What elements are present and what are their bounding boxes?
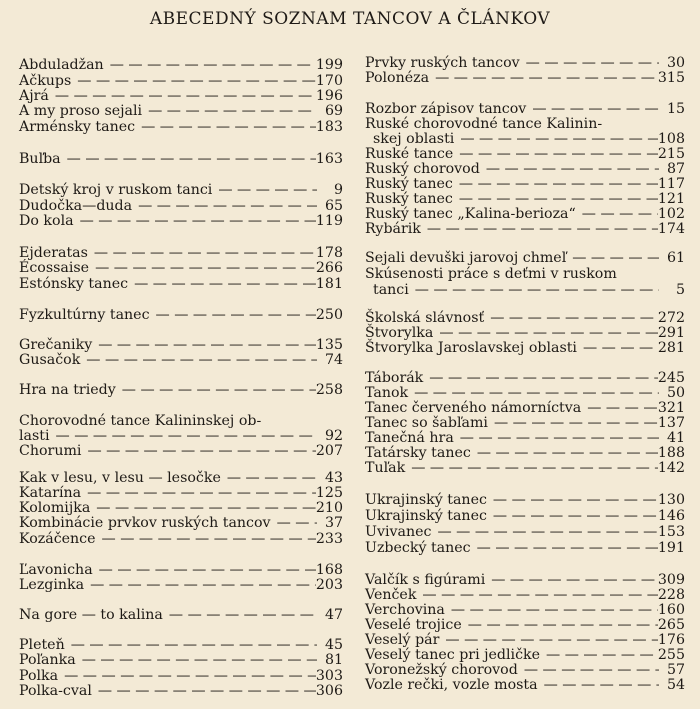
index-entry	[19, 443, 343, 459]
index-entry	[365, 492, 685, 508]
index-entry	[19, 151, 343, 167]
entry-page-number: 281	[657, 340, 685, 356]
entry-page-number: 188	[657, 445, 685, 461]
entry-name: Polka	[19, 668, 59, 684]
index-entry	[365, 572, 685, 588]
entry-page-number: 207	[315, 443, 343, 459]
index-entry	[19, 470, 343, 486]
dash-leader	[84, 577, 316, 593]
dash-leader	[581, 400, 658, 416]
entry-name: Ejderatas	[19, 245, 88, 261]
index-entry	[19, 577, 343, 593]
dash-leader	[445, 602, 658, 618]
index-entry	[19, 668, 343, 684]
entry-name: Do kola	[19, 213, 74, 229]
index-entry	[19, 562, 343, 578]
dash-leader	[116, 382, 316, 398]
dash-leader	[90, 500, 316, 516]
entry-name: Táborák	[365, 370, 424, 386]
entry-name: Vozle rečki, vozle mosta	[365, 677, 538, 693]
index-entry	[365, 445, 685, 461]
entry-name: Veselý tanec pri jedličke	[365, 647, 541, 663]
index-entry	[19, 88, 343, 104]
entry-page-number: 306	[315, 683, 343, 699]
index-entry	[19, 352, 343, 368]
dash-leader	[405, 460, 658, 476]
dash-leader	[423, 370, 658, 386]
entry-name: Štvorylka	[365, 325, 434, 341]
entry-page-number: 102	[657, 206, 685, 222]
dash-leader	[471, 540, 658, 556]
entry-page-number: 121	[657, 191, 685, 207]
entry-name: Uzbecký tanec	[365, 540, 471, 556]
entry-page-number: 146	[657, 508, 685, 524]
dash-leader	[71, 73, 316, 89]
index-entry	[19, 652, 343, 668]
dash-leader	[271, 515, 317, 531]
index-entry	[19, 276, 343, 292]
entry-name: Ruské chorovodné tance Kalinin-	[365, 116, 603, 132]
entry-page-number: 266	[315, 260, 343, 276]
entry-name: Fyzkultúrny tanec	[19, 307, 150, 323]
entry-name: Tuľak	[365, 460, 406, 476]
entry-name: Ačkups	[19, 73, 72, 89]
index-entry	[19, 637, 343, 653]
entry-page-number: 203	[315, 577, 343, 593]
entry-name: Veselé trojice	[365, 617, 462, 633]
entry-name: Ľavonicha	[19, 562, 93, 578]
index-entry	[365, 587, 685, 603]
entry-page-number: 250	[315, 307, 343, 323]
dash-leader	[89, 260, 316, 276]
dash-leader	[416, 587, 657, 603]
entry-name: Chorumi	[19, 443, 82, 459]
entry-name: Polka-cval	[19, 683, 92, 699]
dash-leader	[93, 562, 316, 578]
dash-leader	[212, 182, 317, 198]
entry-name: Chorovodné tance Kalininskej ob-	[19, 413, 262, 429]
entry-name: Ruské tance	[365, 146, 454, 162]
dash-leader	[566, 250, 659, 266]
entry-page-number: 183	[315, 119, 343, 135]
dash-leader	[92, 337, 316, 353]
index-entry	[365, 176, 685, 192]
entry-page-number: 168	[315, 562, 343, 578]
entry-page-number: 81	[324, 652, 343, 668]
index-entry	[19, 198, 343, 214]
index-entry	[19, 337, 343, 353]
dash-leader	[453, 146, 658, 162]
entry-name: Štvorylka Jaroslavskej oblasti	[365, 340, 577, 356]
dash-leader	[74, 213, 316, 229]
dash-leader	[454, 131, 658, 147]
index-entry	[365, 370, 685, 386]
entry-page-number: 15	[666, 101, 685, 117]
dash-leader	[487, 492, 658, 508]
index-entry	[19, 607, 343, 623]
dash-leader	[61, 151, 316, 167]
entry-name: Tanec červeného námorníctva	[365, 400, 582, 416]
index-entry	[365, 662, 685, 678]
index-entry	[365, 385, 685, 401]
entry-page-number: 163	[315, 151, 343, 167]
dash-leader	[221, 470, 317, 486]
entry-page-number: 54	[666, 677, 685, 693]
entry-name: Na gore — to kalina	[19, 607, 163, 623]
dash-leader	[50, 428, 317, 444]
dash-leader	[471, 445, 658, 461]
entry-page-number: 65	[324, 198, 343, 214]
index-entry	[19, 73, 343, 89]
entry-name: A my proso sejali	[19, 103, 143, 119]
dash-leader	[408, 385, 659, 401]
entry-page-number: 303	[315, 668, 343, 684]
dash-leader	[454, 430, 659, 446]
entry-name: lasti	[19, 428, 50, 444]
entry-name: Abduladžan	[19, 57, 104, 73]
entry-page-number: 191	[657, 540, 685, 556]
dash-leader	[431, 524, 657, 540]
dash-leader	[88, 245, 316, 261]
dash-leader	[480, 161, 659, 177]
entry-page-number: 176	[657, 632, 685, 648]
index-entry	[365, 266, 685, 282]
dash-leader	[439, 632, 658, 648]
dash-leader	[81, 485, 316, 501]
index-entry	[365, 250, 685, 266]
index-entry	[365, 325, 685, 341]
index-entry	[19, 531, 343, 547]
entry-name: Ukrajinský tanec	[365, 508, 487, 524]
entry-page-number: 47	[324, 607, 343, 623]
dash-leader	[96, 531, 316, 547]
index-entry	[365, 677, 685, 693]
dash-leader	[150, 307, 316, 323]
entry-name: Pleteň	[19, 637, 65, 653]
entry-page-number: 135	[315, 337, 343, 353]
entry-page-number: 9	[333, 182, 343, 198]
dash-leader	[540, 647, 658, 663]
entry-page-number: 178	[315, 245, 343, 261]
entry-name: Verchovina	[365, 602, 445, 618]
entry-name: Tanečná hra	[365, 430, 454, 446]
entry-page-number: 258	[315, 382, 343, 398]
entry-page-number: 74	[324, 352, 343, 368]
entry-page-number: 142	[657, 460, 685, 476]
entry-page-number: 37	[324, 515, 343, 531]
entry-page-number: 228	[657, 587, 685, 603]
entry-page-number: 125	[315, 485, 343, 501]
entry-name: Estónsky tanec	[19, 276, 129, 292]
index-entry	[365, 206, 685, 222]
entry-name: Venček	[365, 587, 417, 603]
entry-page-number: 119	[315, 213, 343, 229]
dash-leader	[132, 198, 317, 214]
dash-leader	[58, 668, 316, 684]
index-entry	[365, 508, 685, 524]
dash-leader	[538, 677, 659, 693]
index-entry	[365, 282, 685, 298]
entry-page-number: 43	[324, 470, 343, 486]
entry-page-number: 174	[657, 221, 685, 237]
dash-leader	[128, 276, 316, 292]
entry-name: Ukrajinský tanec	[365, 492, 487, 508]
index-entry	[19, 428, 343, 444]
index-entry	[365, 602, 685, 618]
dash-leader	[488, 415, 658, 431]
entry-name: Ruský tanec „Kalina-berioza“	[365, 206, 576, 222]
dash-leader	[526, 101, 659, 117]
index-entry	[19, 382, 343, 398]
dash-leader	[518, 662, 659, 678]
entry-page-number: 130	[657, 492, 685, 508]
entry-name: Skúsenosti práce s deťmi v ruskom	[365, 266, 617, 282]
entry-name: Ruský chorovod	[365, 161, 480, 177]
entry-name: Kak v lesu, v lesu — lesočke	[19, 470, 221, 486]
dash-leader	[65, 637, 317, 653]
entry-page-number: 199	[315, 57, 343, 73]
index-entry	[19, 485, 343, 501]
entry-page-number: 69	[324, 103, 343, 119]
dash-leader	[142, 103, 317, 119]
dash-leader	[409, 282, 659, 298]
entry-page-number: 321	[657, 400, 685, 416]
dash-leader	[462, 617, 658, 633]
entry-page-number: 170	[315, 73, 343, 89]
index-entry	[365, 101, 685, 117]
entry-name: Rozbor zápisov tancov	[365, 101, 527, 117]
index-entry	[365, 430, 685, 446]
index-entry	[19, 103, 343, 119]
index-entry	[365, 524, 685, 540]
index-entry	[365, 647, 685, 663]
entry-name: Prvky ruských tancov	[365, 55, 520, 71]
index-entry	[365, 310, 685, 326]
entry-page-number: 272	[657, 310, 685, 326]
entry-page-number: 137	[657, 415, 685, 431]
index-entry	[19, 515, 343, 531]
entry-page-number: 181	[315, 276, 343, 292]
dash-leader	[163, 607, 317, 623]
entry-name: Sejali devuški jarovoj chmeľ	[365, 250, 567, 266]
entry-page-number: 108	[657, 131, 685, 147]
entry-name: Tanec so šabľami	[365, 415, 488, 431]
entry-name: Voronežský chorovod	[365, 662, 518, 678]
entry-name: skej oblasti	[373, 131, 455, 147]
dash-leader	[80, 352, 317, 368]
index-entry	[19, 213, 343, 229]
entry-name: Veselý pár	[365, 632, 440, 648]
entry-name: Ajrá	[19, 88, 49, 104]
entry-page-number: 265	[657, 617, 685, 633]
entry-page-number: 291	[657, 325, 685, 341]
dash-leader	[577, 340, 658, 356]
index-entry	[365, 632, 685, 648]
entry-page-number: 50	[666, 385, 685, 401]
index-entry	[19, 683, 343, 699]
entry-name: Poľanka	[19, 652, 76, 668]
entry-name: Kozáčence	[19, 531, 96, 547]
dash-leader	[453, 191, 658, 207]
entry-name: Buľba	[19, 151, 61, 167]
dash-leader	[92, 683, 316, 699]
index-entry	[365, 70, 685, 86]
entry-page-number: 153	[657, 524, 685, 540]
entry-name: Kombinácie prvkov ruských tancov	[19, 515, 271, 531]
entry-page-number: 233	[315, 531, 343, 547]
index-entry	[19, 500, 343, 516]
dash-leader	[81, 443, 315, 459]
dash-leader	[485, 572, 658, 588]
entry-name: Écossaise	[19, 260, 90, 276]
index-entry	[19, 182, 343, 198]
index-entry	[365, 55, 685, 71]
entry-page-number: 61	[666, 250, 685, 266]
entry-name: Lezginka	[19, 577, 85, 593]
dash-leader	[135, 119, 316, 135]
index-entry	[365, 617, 685, 633]
entry-page-number: 210	[315, 500, 343, 516]
dash-leader	[49, 88, 316, 104]
index-entry	[365, 460, 685, 476]
entry-name: Kolomijka	[19, 500, 91, 516]
entry-name: Tanok	[365, 385, 409, 401]
entry-name: Gusačok	[19, 352, 81, 368]
page-title: ABECEDNÝ SOZNAM TANCOV A ČLÁNKOV	[149, 9, 551, 29]
entry-name: tanci	[373, 282, 409, 298]
entry-name: Rybárik	[365, 221, 421, 237]
entry-page-number: 30	[666, 55, 685, 71]
index-entry	[365, 340, 685, 356]
entry-page-number: 117	[657, 176, 685, 192]
entry-page-number: 5	[675, 282, 685, 298]
index-entry	[365, 161, 685, 177]
index-entry	[19, 245, 343, 261]
entry-name: Katarína	[19, 485, 82, 501]
entry-name: Arménsky tanec	[19, 119, 136, 135]
entry-name: Tatársky tanec	[365, 445, 471, 461]
entry-page-number: 87	[666, 161, 685, 177]
index-entry	[19, 413, 343, 429]
entry-name: Grečaniky	[19, 337, 93, 353]
index-entry	[365, 191, 685, 207]
index-entry	[19, 57, 343, 73]
entry-name: Uvivanec	[365, 524, 432, 540]
dash-leader	[429, 70, 658, 86]
entry-name: Valčík s figúrami	[365, 572, 486, 588]
entry-page-number: 160	[657, 602, 685, 618]
entry-page-number: 57	[666, 662, 685, 678]
dash-leader	[104, 57, 316, 73]
entry-name: Dudočka—duda	[19, 198, 133, 214]
index-entry	[19, 307, 343, 323]
dash-leader	[453, 176, 658, 192]
index-entry	[365, 540, 685, 556]
entry-name: Polonéza	[365, 70, 430, 86]
entry-name: Ruský tanec	[365, 176, 453, 192]
entry-page-number: 92	[324, 428, 343, 444]
dash-leader	[487, 508, 658, 524]
entry-page-number: 196	[315, 88, 343, 104]
dash-leader	[576, 206, 658, 222]
entry-name: Školská slávnosť	[365, 310, 485, 326]
index-entry	[365, 146, 685, 162]
dash-leader	[76, 652, 317, 668]
index-entry	[19, 260, 343, 276]
entry-name: Detský kroj v ruskom tanci	[19, 182, 213, 198]
entry-page-number: 245	[657, 370, 685, 386]
entry-name: Ruský tanec	[365, 191, 453, 207]
entry-page-number: 309	[657, 572, 685, 588]
entry-name: Hra na triedy	[19, 382, 116, 398]
dash-leader	[433, 325, 658, 341]
entry-page-number: 45	[324, 637, 343, 653]
dash-leader	[520, 55, 659, 71]
index-entry	[19, 119, 343, 135]
entry-page-number: 41	[666, 430, 685, 446]
index-entry	[365, 131, 685, 147]
entry-page-number: 315	[657, 70, 685, 86]
entry-page-number: 255	[657, 647, 685, 663]
index-entry	[365, 221, 685, 237]
dash-leader	[484, 310, 658, 326]
entry-page-number: 215	[657, 146, 685, 162]
index-entry	[365, 400, 685, 416]
dash-leader	[421, 221, 658, 237]
index-entry	[365, 116, 685, 132]
index-entry	[365, 415, 685, 431]
